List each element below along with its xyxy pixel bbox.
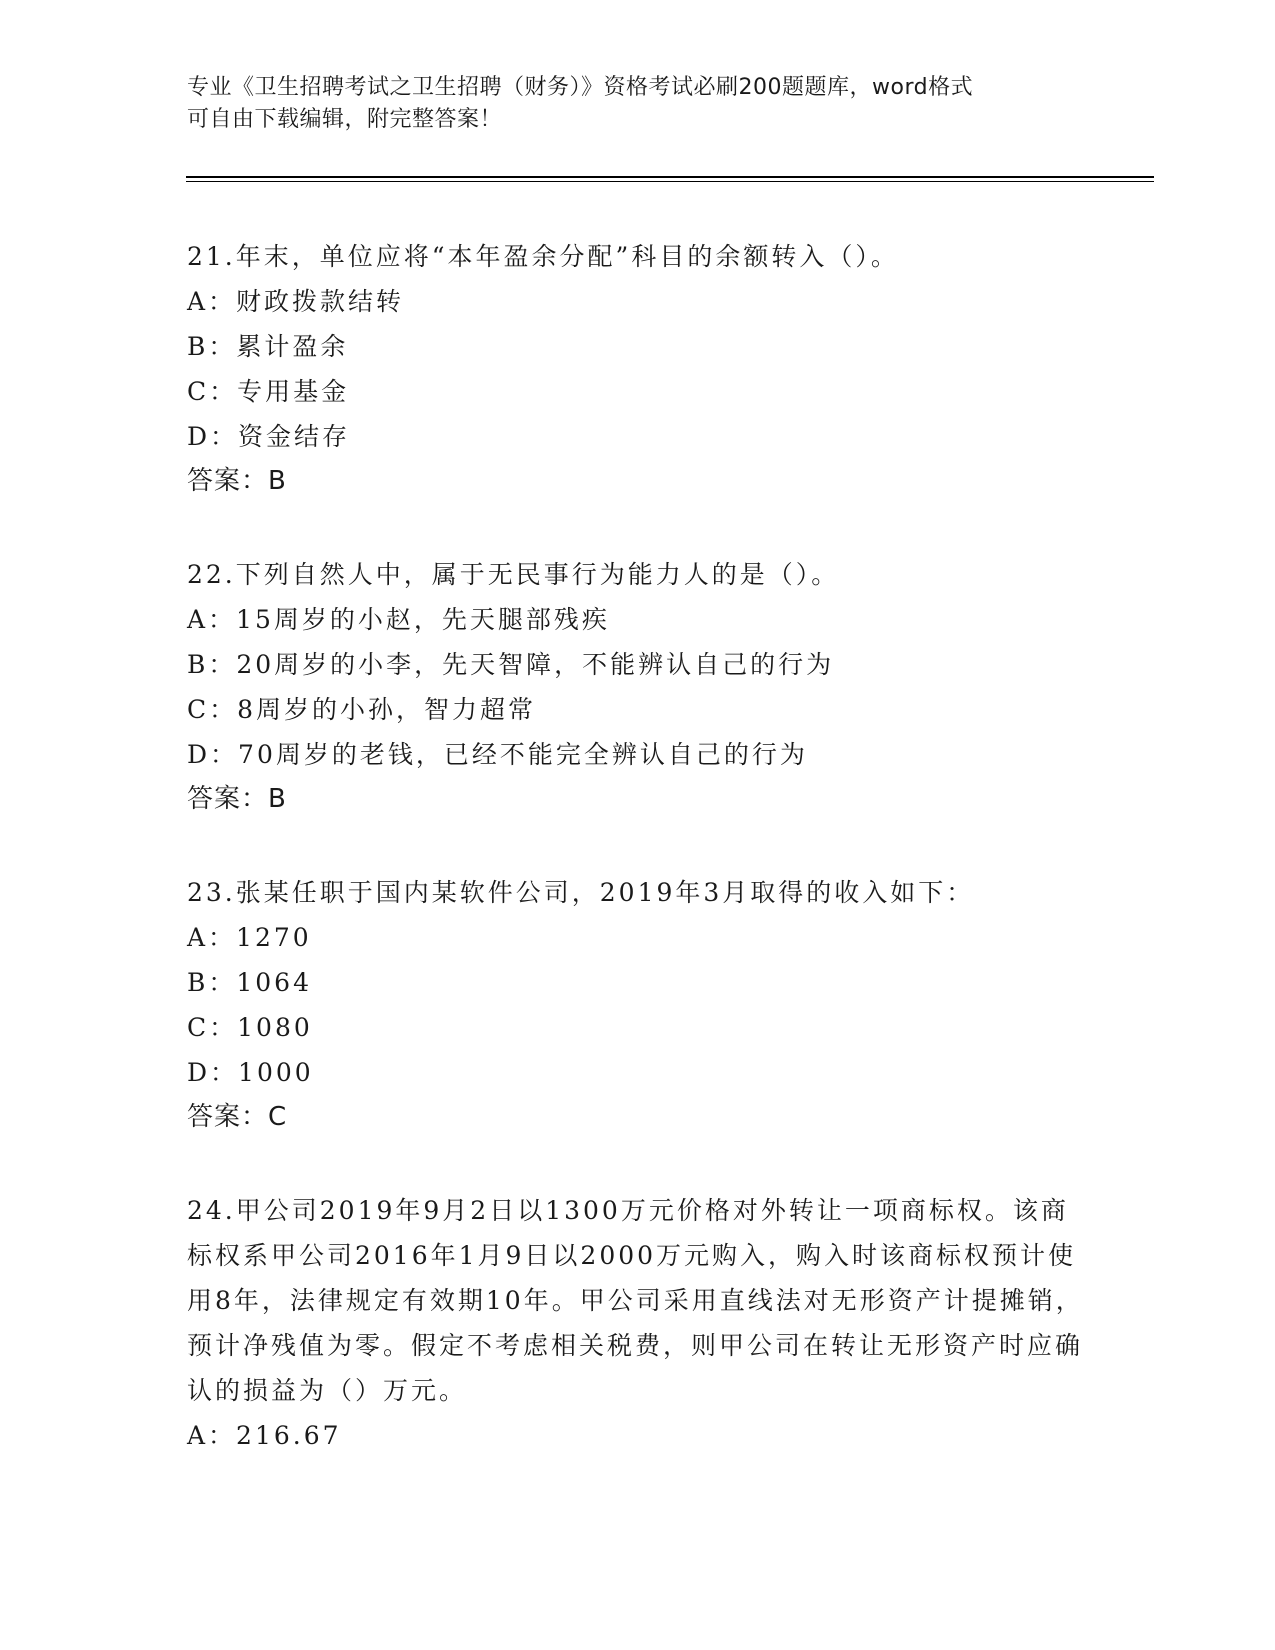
question-stem: 24.甲公司2019年9月2日以1300万元价格对外转让一项商标权。该商标权系甲公司2016年1月9日以2000万元购入，购入时该商标权预计使用8年，法律规定有效期10年。甲公司采用直线法对无形资产计提摊销，预计净残值为零。假定不考虑相关税费，则甲公司在转让无形资产时应确认的损益为（）万元。: [187, 1196, 1084, 1405]
header-divider-thin: [186, 181, 1154, 182]
option-a: A：216.67: [187, 1421, 342, 1450]
question-21: [187, 234, 1087, 504]
question-23: [187, 870, 1087, 1140]
question-24: [187, 1188, 1087, 1458]
option-d: D：资金结存: [187, 422, 351, 451]
option-b: B：20周岁的小李，先天智障，不能辨认自己的行为: [187, 650, 835, 679]
option-d: D：70周岁的老钱，已经不能完全辨认自己的行为: [187, 740, 808, 769]
option-d: D：1000: [187, 1058, 314, 1087]
question-stem: 22.下列自然人中，属于无民事行为能力人的是（）。: [187, 560, 840, 589]
option-a: A：15周岁的小赵，先天腿部残疾: [187, 605, 610, 634]
option-b: B：累计盈余: [187, 332, 349, 361]
option-b: B：1064: [187, 968, 312, 997]
question-stem: 23.张某任职于国内某软件公司，2019年3月取得的收入如下：: [187, 878, 975, 907]
question-stem: 21.年末，单位应将“本年盈余分配”科目的余额转入（）。: [187, 242, 899, 271]
option-c: C：1080: [187, 1013, 313, 1042]
header-line-2: 可自由下载编辑，附完整答案！: [187, 107, 503, 132]
option-c: C：专用基金: [187, 377, 350, 406]
option-c: C：8周岁的小孙，智力超常: [187, 695, 537, 724]
option-a: A：1270: [187, 923, 312, 952]
answer: 答案：C: [187, 1102, 288, 1132]
answer: 答案：B: [187, 466, 287, 496]
header-divider: [186, 176, 1154, 178]
document-header: [187, 72, 1067, 136]
header-line-1: 专业《卫生招聘考试之卫生招聘（财务）》资格考试必刷200题题库，word格式: [187, 75, 974, 100]
question-22: [187, 552, 1087, 822]
option-a: A：财政拨款结转: [187, 287, 405, 316]
answer: 答案：B: [187, 784, 287, 814]
